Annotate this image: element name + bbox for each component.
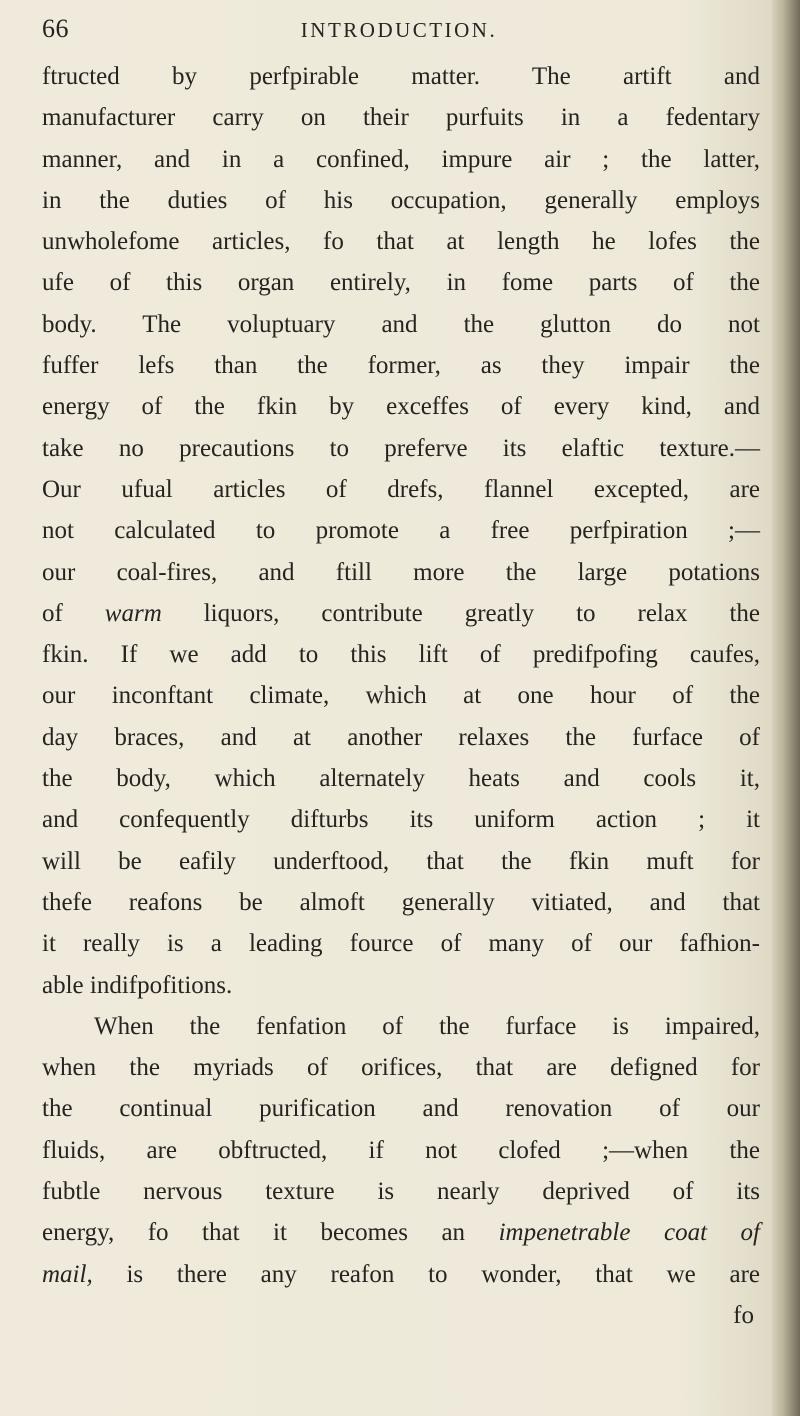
text-line: take no precautions to preferve its elaftic texture.— — [42, 434, 760, 462]
catchword: fo — [733, 1301, 754, 1329]
text-line: fuffer lefs than the former, as they impair the — [42, 352, 760, 380]
page-number: 66 — [42, 14, 69, 43]
text-line: not calculated to promote a free perfpiration ;— — [42, 517, 760, 545]
text-line: unwholefome articles, fo that at length he lofes the — [42, 228, 760, 256]
text-line: our inconftant climate, which at one hour of the — [42, 682, 760, 710]
page-header — [42, 14, 756, 54]
text-line: When the fenfation of the furface is impaired, — [94, 1012, 760, 1040]
text-line: the continual purification and renovation of our — [42, 1095, 760, 1123]
text-line: manufacturer carry on their purfuits in a fedentary — [42, 104, 760, 132]
text-line: day braces, and at another relaxes the furface of — [42, 723, 760, 751]
italic-text: warm — [104, 599, 162, 627]
text-line: mail, is there any reafon to wonder, that we are — [42, 1260, 760, 1288]
text-line: body. The voluptuary and the glutton do not — [42, 310, 760, 338]
text-line: when the myriads of orifices, that are defigned for — [42, 1054, 760, 1082]
text-line: of warm liquors, contribute greatly to relax the — [42, 599, 760, 627]
page-binding-edge — [772, 0, 800, 1416]
text-line: thefe reafons be almoft generally vitiated, and that — [42, 888, 760, 916]
text-line: fubtle nervous texture is nearly deprived of its — [42, 1178, 760, 1206]
text-line: ftructed by perfpirable matter. The artift and — [42, 63, 760, 90]
text-line: energy of the fkin by exceffes of every kind, and — [42, 393, 760, 421]
text-line: and confequently difturbs its uniform action ; it — [42, 806, 760, 834]
running-head: INTRODUCTION. — [300, 18, 498, 42]
text-line: will be eafily underftood, that the fkin muft for — [42, 847, 760, 875]
text-line: energy, fo that it becomes an impenetrable coat of — [42, 1219, 760, 1247]
italic-text: impenetrable coat of — [498, 1219, 760, 1247]
text-line: the body, which alternately heats and cools it, — [42, 765, 760, 793]
text-line: Our ufual articles of drefs, flannel excepted, are — [42, 475, 760, 503]
text-line: fkin. If we add to this lift of predifpofing caufes, — [42, 641, 760, 669]
italic-text: mail, — [42, 1260, 93, 1288]
body-text — [42, 56, 760, 1336]
text-line: able indifpofitions. — [42, 971, 233, 999]
text-line: in the duties of his occupation, generally employs — [42, 186, 760, 214]
text-line: manner, and in a confined, impure air ; the latter, — [42, 145, 760, 173]
text-line: ufe of this organ entirely, in fome parts of the — [42, 269, 760, 297]
text-line: it really is a leading fource of many of our fafhion- — [42, 930, 760, 958]
text-line: fluids, are obftructed, if not clofed ;—when the — [42, 1136, 760, 1164]
text-line: our coal-fires, and ftill more the large potations — [42, 558, 760, 586]
